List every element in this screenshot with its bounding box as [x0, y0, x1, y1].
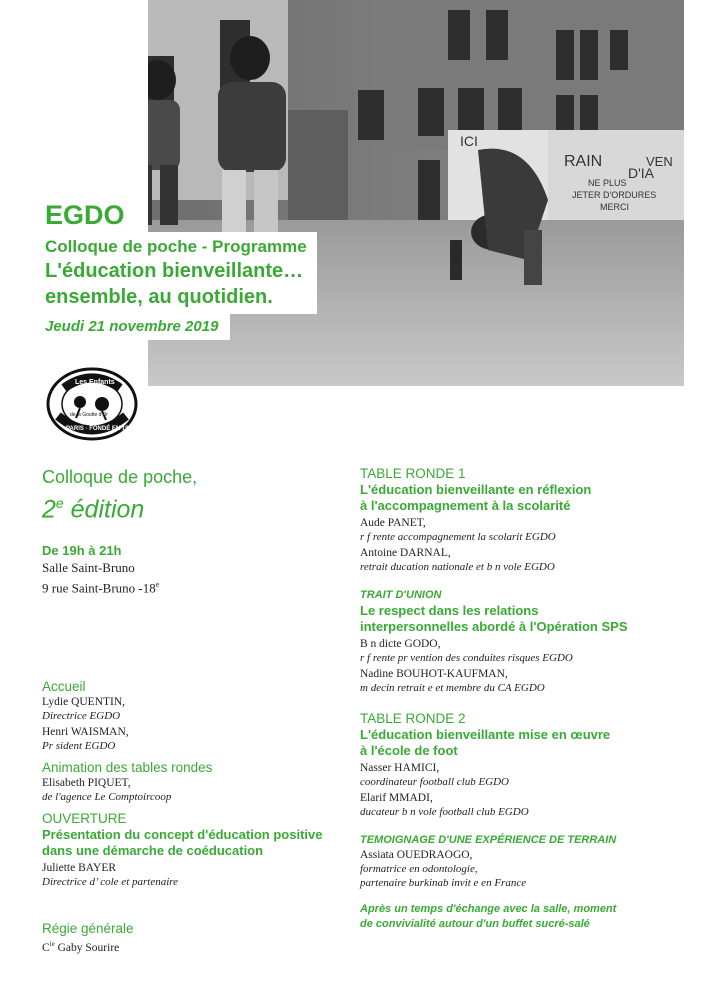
egdo-logo [44, 364, 140, 442]
accueil-heading: Accueil [42, 678, 86, 694]
temoignage-role-line-2: partenaire burkinab invit e en France [360, 877, 527, 889]
edition-line-2 [42, 488, 342, 524]
regie-name-text: Gaby Sourire [54, 941, 120, 954]
logo-text-mid: de la Goutte d'Or [70, 412, 108, 418]
right-column [360, 466, 690, 932]
date-box [35, 314, 230, 340]
event-date: Jeudi 21 novembre 2019 [45, 318, 219, 335]
table1-person-1-role: r f rente accompagnement la scolarit EGDO [360, 531, 556, 543]
address-text: 9 rue Saint-Bruno -18 [42, 580, 156, 596]
address-superscript: e [155, 580, 160, 590]
ouverture-title-line-2: dans une démarche de coéducation [42, 842, 264, 858]
wall-text-dia: D'IA [628, 165, 655, 181]
edition-line-1: Colloque de poche, [42, 467, 198, 487]
subtitle: Colloque de poche - Programme [45, 237, 307, 256]
table1-heading: TABLE RONDE 1 [360, 466, 466, 481]
table2-title-line-2: à l'école de foot [360, 743, 458, 758]
trait-heading: TRAIT D'UNION [360, 589, 442, 601]
title-box [35, 232, 317, 314]
accueil-person-1-role: Directrice EGDO [42, 709, 121, 722]
trait-person-2-role: m decin retrait e et membre du CA EGDO [360, 682, 545, 694]
trait-title-line-2: interpersonnelles abordé à l'Opération SPS [360, 619, 628, 634]
wall-text-merci: MERCI [600, 202, 629, 212]
event-time: De 19h à 21h [42, 543, 122, 559]
main-title-line-1: L'éducation bienveillante… [45, 260, 304, 282]
accueil-person-1-name: Lydie QUENTIN, [42, 695, 126, 708]
edition-word: édition [63, 495, 145, 524]
table2-person-2-role: ducateur b n vole football club EGDO [360, 806, 529, 818]
main-title-line-2: ensemble, au quotidien. [45, 286, 273, 308]
regie-name [42, 937, 342, 955]
closing-line-1: Après un temps d'échange avec la salle, moment [360, 903, 617, 915]
egdo-title-box [35, 196, 139, 230]
wall-text-jeter: JETER D'ORDURES [572, 190, 657, 200]
table1-person-1-name: Aude PANET, [360, 517, 426, 529]
regie-heading: Régie générale [42, 920, 134, 936]
temoignage-heading: TEMOIGNAGE D'UNE EXPÉRIENCE DE TERRAIN [360, 834, 617, 846]
temoignage-role-line-1: formatrice en odontologie, [360, 863, 478, 875]
logo-text-bottom: PARIS · FONDÉ EN 1978 [66, 426, 136, 432]
accueil-person-2-role: Pr sident EGDO [42, 739, 116, 752]
closing-line-2: de convivialité autour d'un buffet sucré-salé [360, 918, 590, 930]
regie-name-prefix: C [42, 941, 50, 954]
trait-title-line-1: Le respect dans les relations [360, 603, 539, 618]
left-column [42, 466, 342, 954]
trait-person-1-role: r f rente pr vention des conduites risques EGDO [360, 652, 573, 664]
table1-title-line-2: à l'accompagnement à la scolarité [360, 498, 571, 513]
logo-text-top: Les Enfants [75, 379, 115, 386]
table1-person-2-name: Antoine DARNAL, [360, 547, 451, 559]
venue-name: Salle Saint-Bruno [42, 560, 135, 576]
temoignage-name: Assiata OUEDRAOGO, [360, 849, 473, 861]
table1-title-line-1: L'éducation bienveillante en réflexion [360, 482, 592, 497]
edition-number: 2 [42, 495, 56, 524]
table2-heading: TABLE RONDE 2 [360, 711, 466, 726]
animation-name: Elisabeth PIQUET, [42, 776, 131, 789]
wall-text-rain: RAIN [564, 153, 603, 170]
table1-person-2-role: retrait ducation nationale et b n vole EGDO [360, 561, 555, 573]
wall-text-ne-plus: NE PLUS [588, 178, 627, 188]
ouverture-name: Juliette BAYER [42, 861, 117, 874]
table2-person-1-role: coordinateur football club EGDO [360, 776, 509, 788]
table2-person-1-name: Nasser HAMICI, [360, 762, 440, 774]
trait-person-2-name: Nadine BOUHOT-KAUFMAN, [360, 668, 508, 680]
venue-address [42, 576, 342, 596]
regie-name-superscript: ie [49, 939, 55, 948]
table2-person-2-name: Elarif MMADI, [360, 792, 433, 804]
animation-role: de l'agence Le Comptoircoop [42, 790, 172, 803]
egdo-heading: EGDO [45, 200, 125, 230]
wall-text-ici: ICI [460, 133, 478, 149]
trait-person-1-name: B n dicte GODO, [360, 638, 441, 650]
ouverture-title-line-1: Présentation du concept d'éducation positive [42, 826, 323, 842]
accueil-person-2-name: Henri WAISMAN, [42, 725, 129, 738]
wall-text-ven: VEN [646, 154, 673, 169]
ouverture-role: Directrice d’ cole et partenaire [42, 875, 179, 888]
table2-title-line-1: L'éducation bienveillante mise en œuvre [360, 727, 611, 742]
ouverture-heading: OUVERTURE [42, 810, 127, 826]
animation-heading: Animation des tables rondes [42, 759, 213, 775]
edition-superscript: e [55, 495, 64, 511]
